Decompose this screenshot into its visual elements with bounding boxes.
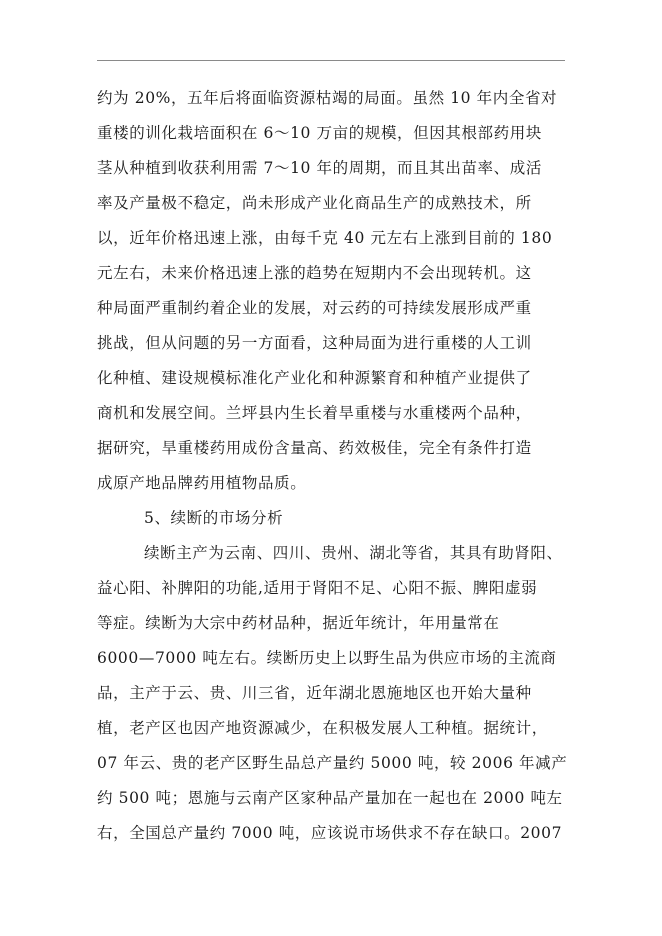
text-line: 化种植、建设规模标准化产业化和种源繁育和种植产业提供了 xyxy=(97,369,532,387)
text-line: 品，主产于云、贵、川三省，近年湖北恩施地区也开始大量种 xyxy=(97,684,532,702)
text-line: 植，老产区也因产地资源减少，在积极发展人工种植。据统计， xyxy=(97,719,548,737)
text-line: 等症。续断为大宗中药材品种，据近年统计，年用量常在 xyxy=(97,614,500,632)
text-line: 续断主产为云南、四川、贵州、湖北等省，其具有助肾阳、 xyxy=(144,544,563,562)
text-line: 茎从种植到收获利用需 7～10 年的周期，而且其出苗率、成活 xyxy=(97,159,542,177)
text-line: 据研究，旱重楼药用成份含量高、药效极佳，完全有条件打造 xyxy=(97,439,532,457)
text-line: 07 年云、贵的老产区野生品总产量约 5000 吨，较 2006 年减产 xyxy=(97,754,568,772)
text-line: 约为 20%，五年后将面临资源枯竭的局面。虽然 10 年内全省对 xyxy=(97,89,558,107)
text-line: 6000—7000 吨左右。续断历史上以野生品为供应市场的主流商 xyxy=(97,649,557,667)
text-line: 右，全国总产量约 7000 吨，应该说市场供求不存在缺口。2007 xyxy=(97,824,563,842)
text-line: 以，近年价格迅速上涨，由每千克 40 元左右上涨到目前的 180 xyxy=(97,229,553,247)
text-line: 种局面严重制约着企业的发展，对云药的可持续发展形成严重 xyxy=(97,299,532,317)
header-rule xyxy=(97,60,565,61)
text-line: 率及产量极不稳定，尚未形成产业化商品生产的成熟技术，所 xyxy=(97,194,532,212)
text-line: 商机和发展空间。兰坪县内生长着旱重楼与水重楼两个品种， xyxy=(97,404,532,422)
text-line: 约 500 吨；恩施与云南产区家种品产量加在一起也在 2000 吨左 xyxy=(97,789,563,807)
text-line: 成原产地品牌药用植物品质。 xyxy=(97,474,307,492)
section-heading: 5、续断的市场分析 xyxy=(144,509,284,527)
text-line: 重楼的训化栽培面积在 6～10 万亩的规模，但因其根部药用块 xyxy=(97,124,542,142)
text-line: 益心阳、补脾阳的功能,适用于肾阳不足、心阳不振、脾阳虚弱 xyxy=(97,579,538,597)
text-line: 挑战，但从问题的另一方面看，这种局面为进行重楼的人工训 xyxy=(97,334,532,352)
text-line: 元左右，未来价格迅速上涨的趋势在短期内不会出现转机。这 xyxy=(97,264,532,282)
